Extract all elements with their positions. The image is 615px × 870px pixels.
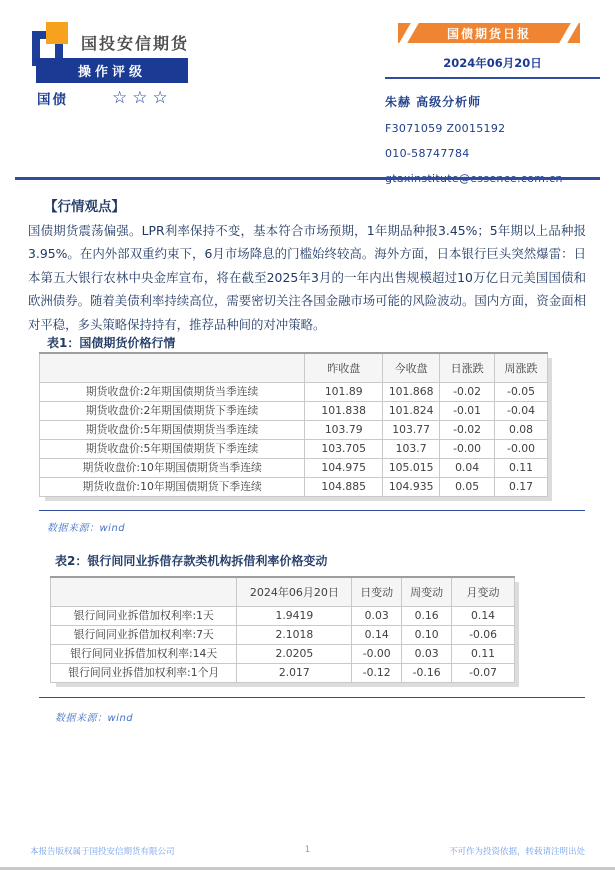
cell: 0.03 — [402, 644, 452, 663]
cell: 101.824 — [383, 401, 440, 420]
column-header — [40, 353, 305, 382]
cell: 104.935 — [383, 477, 440, 496]
rating-subject: 国债 — [37, 92, 68, 108]
cell: -0.07 — [452, 663, 515, 682]
table-row — [40, 458, 548, 477]
rating-banner-label: 操作评级 — [77, 65, 146, 80]
cell: -0.02 — [440, 382, 495, 401]
cell: 104.975 — [305, 458, 383, 477]
row-label: 银行间同业拆借加权利率:1天 — [51, 606, 237, 625]
row-label: 期货收盘价:2年期国债期货下季连续 — [40, 401, 305, 420]
row-label: 银行间同业拆借加权利率:7天 — [51, 625, 237, 644]
header-divider — [15, 177, 600, 180]
table2-title: 表2：银行间同业拆借存款类机构拆借利率价格变动 — [55, 554, 328, 568]
analyst-certificate: F3071059 Z0015192 — [385, 122, 506, 135]
cell: 0.10 — [402, 625, 452, 644]
analyst-block — [385, 93, 600, 185]
column-header: 今收盘 — [383, 353, 440, 382]
cell: -0.02 — [440, 420, 495, 439]
rating-row — [37, 88, 173, 108]
column-header: 月变动 — [452, 577, 515, 606]
data-source-note: 数据来源：wind — [55, 713, 134, 724]
cell: -0.00 — [495, 439, 548, 458]
cell: 0.04 — [440, 458, 495, 477]
analyst-name: 朱赫 高级分析师 — [385, 95, 482, 109]
data-source-note: 数据来源：wind — [47, 523, 126, 534]
table-row — [40, 439, 548, 458]
cell: -0.16 — [402, 663, 452, 682]
footer-disclaimer: 不可作为投资依据，转载请注明出处 — [449, 847, 586, 857]
cell: -0.00 — [440, 439, 495, 458]
row-label: 期货收盘价:5年期国债期货下季连续 — [40, 439, 305, 458]
header-right-column — [385, 23, 600, 185]
cell: -0.01 — [440, 401, 495, 420]
table-row — [40, 401, 548, 420]
company-name-cn: 国投安信期货 — [81, 34, 190, 53]
table-row — [40, 477, 548, 496]
row-label: 期货收盘价:2年期国债期货当季连续 — [40, 382, 305, 401]
table1-title: 表1：国债期货价格行情 — [47, 336, 176, 350]
cell: 103.705 — [305, 439, 383, 458]
cell: 2.1018 — [237, 625, 352, 644]
row-label: 期货收盘价:10年期国债期货下季连续 — [40, 477, 305, 496]
cell: -0.00 — [352, 644, 402, 663]
column-header: 周涨跌 — [495, 353, 548, 382]
report-title: 国债期货日报 — [446, 26, 531, 41]
cell: 101.89 — [305, 382, 383, 401]
cell: 0.14 — [352, 625, 402, 644]
column-header: 日变动 — [352, 577, 402, 606]
column-header: 周变动 — [402, 577, 452, 606]
rating-banner — [36, 58, 188, 83]
cell: 0.11 — [452, 644, 515, 663]
futures-price-table — [39, 352, 548, 497]
table-row — [40, 382, 548, 401]
cell: -0.12 — [352, 663, 402, 682]
cell: 101.868 — [383, 382, 440, 401]
column-header: 2024年06月20日 — [237, 577, 352, 606]
table-row — [51, 625, 515, 644]
cell: 103.77 — [383, 420, 440, 439]
page-number: 1 — [304, 845, 311, 855]
cell: 103.7 — [383, 439, 440, 458]
cell: 0.14 — [452, 606, 515, 625]
table-row — [51, 644, 515, 663]
viewpoint-body: 国债期货震荡偏强。LPR利率保持不变，基本符合市场预期，1年期品种报3.45%；5年期以上品种报3.95%。在内外部双重约束下，6月市场降息的门槛始终较高。海外方面，日本银行巨头突然爆雷：日本第五大银行农林中央金库宣布，将在截至2025年3月的一年内出售规模超过10万亿日元美国国债和欧洲债券。随着美债利率持续高位，需要密切关注各国金融市场可能的风险波动。国内方面，资金面相对平稳，多头策略保持持有，推荐品种间的对冲策略。 — [28, 223, 586, 332]
cell: -0.04 — [495, 401, 548, 420]
rating-stars: ☆☆☆ — [112, 88, 173, 108]
report-title-banner — [398, 23, 580, 43]
cell: 101.838 — [305, 401, 383, 420]
table-header-row — [51, 577, 515, 606]
cell: 2.0205 — [237, 644, 352, 663]
cell: -0.05 — [495, 382, 548, 401]
cell: 1.9419 — [237, 606, 352, 625]
interbank-rate-table — [50, 576, 515, 683]
cell: 0.11 — [495, 458, 548, 477]
cell: 103.79 — [305, 420, 383, 439]
report-date: 2024年06月20日 — [385, 55, 600, 79]
cell: 104.885 — [305, 477, 383, 496]
section-rule — [39, 697, 585, 698]
viewpoint-heading: 【行情观点】 — [44, 199, 125, 215]
cell: 105.015 — [383, 458, 440, 477]
table-row — [40, 420, 548, 439]
cell: 0.05 — [440, 477, 495, 496]
row-label: 银行间同业拆借加权利率:14天 — [51, 644, 237, 663]
logo-orange-square — [46, 22, 68, 44]
table-row — [51, 606, 515, 625]
column-header — [51, 577, 237, 606]
analyst-phone: 010-58747784 — [385, 147, 470, 160]
cell: 2.017 — [237, 663, 352, 682]
cell: -0.06 — [452, 625, 515, 644]
table-row — [51, 663, 515, 682]
row-label: 银行间同业拆借加权利率:1个月 — [51, 663, 237, 682]
row-label: 期货收盘价:5年期国债期货当季连续 — [40, 420, 305, 439]
row-label: 期货收盘价:10年期国债期货当季连续 — [40, 458, 305, 477]
cell: 0.03 — [352, 606, 402, 625]
table-header-row — [40, 353, 548, 382]
footer-copyright: 本报告版权属于国投安信期货有限公司 — [30, 847, 175, 857]
cell: 0.08 — [495, 420, 548, 439]
cell: 0.16 — [402, 606, 452, 625]
column-header: 昨收盘 — [305, 353, 383, 382]
cell: 0.17 — [495, 477, 548, 496]
page-footer — [30, 845, 585, 857]
section-rule — [39, 510, 585, 511]
column-header: 日涨跌 — [440, 353, 495, 382]
